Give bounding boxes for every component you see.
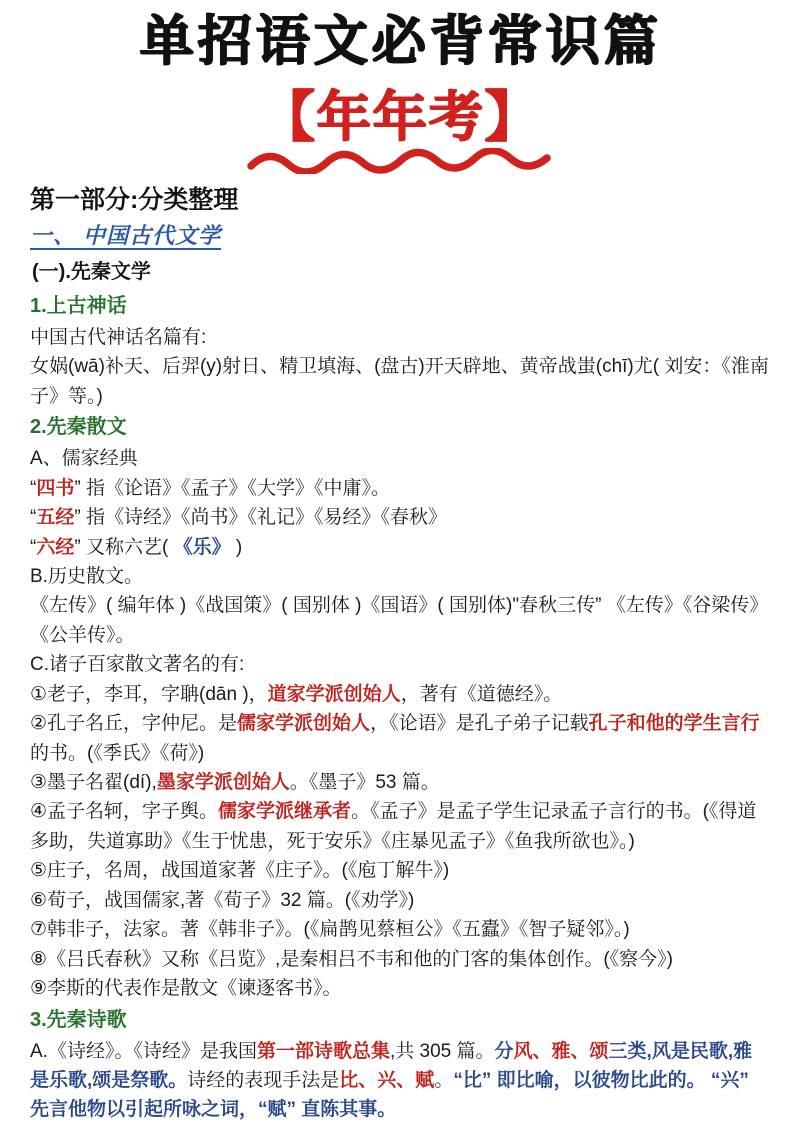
paragraph (30, 680, 770, 709)
paragraph (30, 562, 770, 591)
paragraph (30, 503, 770, 532)
part-heading (30, 184, 770, 217)
text-segment: 墨家学派创始人 (156, 772, 290, 794)
paragraph (30, 591, 770, 650)
document-body (30, 184, 770, 1125)
text-segment: ③墨子名翟(dí), (30, 772, 157, 794)
text-segment: “ (30, 507, 37, 529)
paragraph (30, 444, 770, 473)
wavy-underline (30, 148, 770, 174)
text-segment: ,共 305 篇。 (389, 1040, 495, 1062)
text-segment: 分 (494, 1040, 514, 1062)
text-segment: 。 (434, 1069, 454, 1091)
numbered-heading-prose (30, 413, 770, 442)
section-heading-ancient-literature (30, 222, 770, 251)
paragraph (30, 709, 770, 768)
paragraph (30, 915, 770, 944)
paragraph (30, 1037, 770, 1125)
text-segment: 儒家学派创始人 (237, 713, 371, 735)
text-segment: 比、兴、赋 (339, 1069, 435, 1091)
text-segment: 的书。(《季氏》《荷》) (30, 742, 205, 764)
text-segment: 《左传》( 编年体 )《战国策》( 国别体 )《国语》( 国别体)"春秋三传” 《左传》《谷梁传》《公羊传》。 (30, 595, 769, 646)
text-segment: 女娲(wā)补天、后羿(y)射日、精卫填海、(盘古)开天辟地、黄帝战蚩(chī)尤( 刘安：《淮南子》等。) (30, 356, 769, 407)
text-segment: 风、雅、颂 (513, 1040, 609, 1062)
paragraph (30, 650, 770, 679)
text-segment: 六经 (36, 536, 75, 558)
page-title: 单招语文必背常识篇 (139, 11, 661, 71)
text-segment: 第一部分:分类整理 (30, 185, 239, 214)
text-segment: 儒家学派继承者 (218, 801, 352, 823)
wavy-underline-icon (245, 148, 555, 174)
text-segment: (一).先秦文学 (32, 260, 151, 283)
numbered-heading-myths (30, 292, 770, 321)
paragraph (30, 352, 770, 411)
text-segment: ①老子，李耳，字聃(dān )， (30, 683, 268, 705)
text-segment: ” 又称六艺( (74, 536, 174, 558)
text-segment: 3.先秦诗歌 (30, 1008, 127, 1031)
paragraph (30, 886, 770, 915)
text-segment: ②孔子名丘，字仲尼。是 (30, 713, 238, 735)
paragraph (30, 974, 770, 1003)
paragraph (30, 945, 770, 974)
text-segment: ④孟子名轲，字子舆。 (30, 801, 219, 823)
paragraph (30, 797, 770, 856)
text-segment: A.《诗经》。《诗经》是我国 (30, 1040, 257, 1062)
text-segment: 《乐》 (173, 536, 231, 558)
text-segment: 五经 (36, 507, 75, 529)
text-segment: 。《墨子》53 篇。 (289, 772, 440, 794)
paragraph (30, 323, 770, 352)
paragraph (30, 856, 770, 885)
text-segment: ” 指《论语》《孟子》《大学》《中庸》。 (74, 477, 390, 499)
text-segment: ⑥荀子，战国儒家,著《荀子》32 篇。(《劝学》) (30, 889, 415, 911)
numbered-heading-poetry (30, 1006, 770, 1035)
text-segment: 一、 中国古代文学 (30, 223, 222, 249)
text-segment: “兴” 先言他物以引起所咏之词，“赋” 直陈其事。 (30, 1069, 755, 1121)
paragraph (30, 533, 770, 562)
text-segment: 1.上古神话 (30, 294, 127, 317)
text-segment: ⑤庄子，名周，战国道家著《庄子》。(《庖丁解牛》) (30, 860, 450, 882)
text-segment: ，《论语》是孔子弟子记载 (370, 713, 589, 735)
text-segment: “ (30, 536, 37, 558)
text-segment: 第一部诗歌总集 (256, 1040, 390, 1062)
text-segment: 孔子和他的学生言行 (588, 713, 760, 735)
text-segment: C.诸子百家散文著名的有: (30, 654, 245, 676)
text-segment: ⑧《吕氏春秋》又称《吕览》,是秦相吕不韦和他的门客的集体创作。(《察今》) (30, 948, 673, 970)
text-segment: B.历史散文。 (30, 565, 143, 587)
subsection-heading-pre-qin-literature (30, 259, 770, 286)
paragraph (30, 768, 770, 797)
paragraph (30, 474, 770, 503)
text-segment: 2.先秦散文 (30, 416, 127, 439)
text-segment: ) (230, 536, 243, 558)
text-segment: ，著有《道德经》。 (400, 683, 563, 705)
text-segment: 。《孟子》是孟子学生记录孟子言行的书。(《得道多助，失道寡助》《生于忧患，死于安乐》《庄暴见孟子》《鱼我所欲也》。) (30, 801, 757, 852)
text-segment: ⑨李斯的代表作是散文《谏逐客书》。 (30, 978, 342, 1000)
text-segment: 四书 (36, 477, 75, 499)
text-segment: “比” 即比喻，以彼物比此的。 (453, 1069, 706, 1091)
text-segment: ⑦韩非子，法家。著《韩非子》。(《扁鹊见蔡桓公》《五蠹》《智子疑邻》。) (30, 919, 630, 941)
text-segment: ” 指《诗经》《尚书》《礼记》《易经》《春秋》 (74, 507, 447, 529)
text-segment: 道家学派创始人 (267, 683, 401, 705)
text-segment: “ (30, 477, 37, 499)
text-segment: 中国古代神话名篇有: (30, 326, 207, 348)
text-segment: 三类,风是民歌,雅是乐歌,颂是祭歌。 (30, 1040, 753, 1091)
text-segment: 诗经的表现手法是 (187, 1069, 340, 1091)
text-segment: A、儒家经典 (30, 448, 138, 470)
exam-badge: 【年年考】 (260, 86, 540, 147)
